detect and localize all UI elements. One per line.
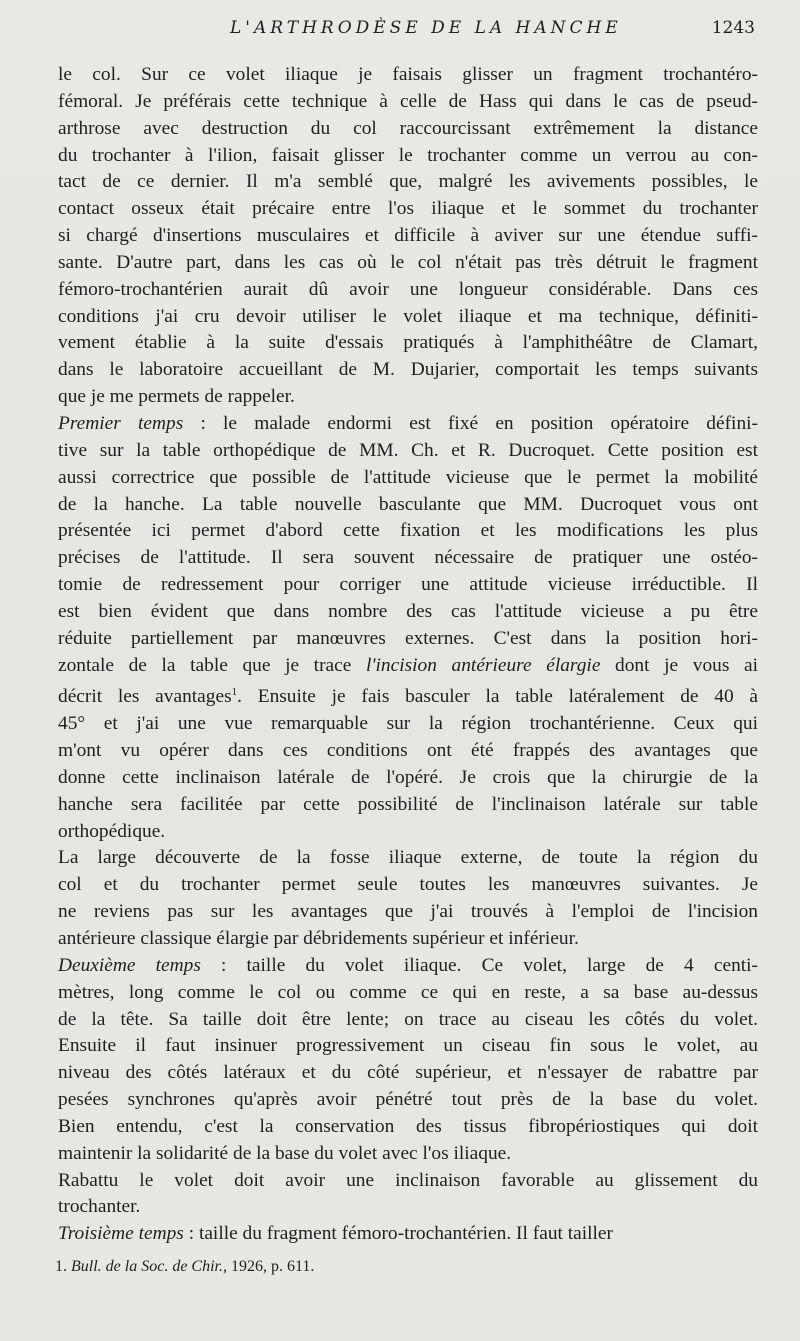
text-line — [58, 492, 758, 519]
text-line — [58, 1141, 758, 1168]
text-line — [58, 330, 758, 357]
text-line — [58, 765, 758, 792]
text-line — [58, 89, 758, 116]
line-text: Rabattu le volet doit avoir une inclinaison favorable au glissement du — [58, 1169, 758, 1191]
line-text: si chargé d'insertions musculaires et difficile à aviver sur une étendue suffi- — [58, 225, 758, 247]
line-text: mètres, long comme le col ou comme ce qui en reste, a sa base au-dessus — [58, 981, 758, 1003]
text-line — [58, 116, 758, 143]
text-line — [58, 572, 758, 599]
line-emphasis: Troisième temps — [58, 1223, 184, 1245]
line-text: Ensuite il faut insinuer progressivement un ciseau fin sous le volet, au — [58, 1035, 758, 1057]
text-line — [58, 1114, 758, 1141]
line-text: ne reviens pas sur les avantages que j'ai trouvés à l'emploi de l'incision — [58, 901, 758, 923]
page-number: 1243 — [711, 18, 755, 38]
text-line — [58, 545, 758, 572]
line-text: maintenir la solidarité de la base du volet avec l'os iliaque. — [58, 1142, 512, 1164]
text-line — [58, 304, 758, 331]
text-line — [58, 653, 758, 680]
text-line — [58, 518, 758, 545]
footnote-detail: , 1926, p. 611. — [222, 1258, 315, 1275]
line-text: 45° et j'ai une vue remarquable sur la région trochantérienne. Ceux qui — [58, 713, 758, 735]
line-text: contact osseux était précaire entre l'os iliaque et le sommet du trochanter — [58, 198, 758, 220]
line-text: niveau des côtés latéraux et du côté supérieur, et n'essayer de rabattre par — [58, 1062, 758, 1084]
line-text: : taille du volet iliaque. Ce volet, large de 4 centi- — [200, 954, 758, 976]
footnote — [55, 1258, 755, 1276]
line-text: est bien évident que dans nombre des cas l'attitude vicieuse a pu être — [58, 600, 758, 622]
text-line — [58, 872, 758, 899]
line-text: présentée ici permet d'abord cette fixation et les modifications les plus — [58, 520, 758, 542]
line-text: hanche sera facilitée par cette possibilité de l'inclinaison latérale sur table — [58, 793, 758, 815]
line-text: de la hanche. La table nouvelle basculante que MM. Ducroquet vous ont — [58, 493, 758, 515]
line-emphasis: Premier temps — [58, 412, 184, 434]
line-text: tact de ce dernier. Il m'a semblé que, malgré les avivements possibles, le — [58, 171, 758, 193]
footnote-source: Bull. de la Soc. de Chir. — [71, 1258, 223, 1275]
line-text: trochanter. — [58, 1196, 141, 1218]
line-text: que je me permets de rappeler. — [58, 386, 295, 408]
line-text: Bien entendu, c'est la conservation des tissus fibropériostiques qui doit — [58, 1115, 758, 1137]
line-text: orthopédique. — [58, 820, 166, 842]
text-line — [58, 143, 758, 170]
text-line — [58, 926, 758, 953]
running-title: L'ARTHRODÈSE DE LA HANCHE — [230, 18, 622, 38]
line-text: réduite partiellement par manœuvres externes. C'est dans la position hori- — [58, 627, 758, 649]
text-line — [58, 679, 758, 711]
line-text: donne cette inclinaison latérale de l'opéré. Je crois que la chirurgie de la — [58, 766, 758, 788]
text-line — [58, 953, 758, 980]
line-text: le col. Sur ce volet iliaque je faisais glisser un fragment trochantéro- — [58, 64, 758, 85]
text-line — [58, 819, 758, 846]
text-line — [58, 626, 758, 653]
footnote-marker: 1 — [231, 686, 238, 699]
line-text: col et du trochanter permet seule toutes les manœuvres suivantes. Je — [58, 874, 758, 896]
text-line — [58, 357, 758, 384]
line-text: : le malade endormi est fixé en position opératoire défini- — [183, 412, 758, 434]
line-text: tive sur la table orthopédique de MM. Ch. et R. Ducroquet. Cette position est — [58, 439, 758, 461]
line-text: fémoro-trochantérien aurait dû avoir une longueur considérable. Dans ces — [58, 278, 758, 300]
text-line — [58, 599, 758, 626]
line-text: : taille du fragment fémoro-trochantérien. Il faut tailler — [183, 1223, 613, 1245]
text-line — [58, 1007, 758, 1034]
text-line — [58, 1033, 758, 1060]
line-text: sante. D'autre part, dans les cas où le col n'était pas très détruit le fragment — [58, 251, 758, 273]
body-text — [58, 62, 758, 1248]
text-line — [58, 738, 758, 765]
line-text: antérieure classique élargie par débridements supérieur et inférieur. — [58, 928, 579, 949]
text-line — [58, 196, 758, 223]
line-text: du trochanter à l'ilion, faisait glisser le trochanter comme un verrou au con- — [58, 144, 758, 166]
text-line — [58, 1168, 758, 1195]
text-line — [58, 1221, 758, 1248]
text-line — [58, 411, 758, 438]
line-text: La large découverte de la fosse iliaque externe, de toute la région du — [58, 847, 758, 869]
line-prefix: zontale de la table que je trace — [58, 654, 366, 676]
line-text: fémoral. Je préférais cette technique à celle de Hass qui dans le cas de pseud- — [58, 90, 758, 112]
line-text: tomie de redressement pour corriger une attitude vicieuse irréductible. Il — [58, 574, 758, 596]
text-line — [58, 845, 758, 872]
text-line — [58, 711, 758, 738]
page-header — [0, 18, 800, 48]
line-emphasis: l'incision antérieure élargie — [365, 654, 601, 676]
line-text: vement établie à la suite d'essais pratiqués à l'amphithéâtre de Clamart, — [58, 332, 758, 354]
line-text: dont je vous ai — [600, 654, 759, 676]
text-line — [58, 465, 758, 492]
line-text: m'ont vu opérer dans ces conditions ont été frappés des avantages que — [58, 740, 758, 762]
text-line — [58, 899, 758, 926]
line-text: décrit les avantages — [58, 686, 232, 708]
line-text: pesées synchrones qu'après avoir pénétré tout près de la base du volet. — [58, 1089, 758, 1111]
text-line — [58, 384, 758, 411]
text-line — [58, 1060, 758, 1087]
line-text: de la tête. Sa taille doit être lente; on trace au ciseau les côtés du volet. — [58, 1008, 758, 1030]
text-line — [58, 792, 758, 819]
text-line — [58, 980, 758, 1007]
text-line — [58, 169, 758, 196]
text-line — [58, 277, 758, 304]
line-emphasis: Deuxième temps — [58, 954, 201, 976]
text-line — [58, 250, 758, 277]
line-suffix: . Ensuite je fais basculer la table latéralement de 40 à — [237, 686, 758, 708]
text-line — [58, 438, 758, 465]
line-text: précises de l'attitude. Il sera souvent nécessaire de pratiquer une ostéo- — [58, 547, 758, 569]
footnote-number: 1. — [55, 1258, 67, 1275]
text-line — [58, 1087, 758, 1114]
text-line — [58, 62, 758, 89]
line-text: arthrose avec destruction du col raccourcissant extrêmement la distance — [58, 117, 758, 139]
line-text: conditions j'ai cru devoir utiliser le volet iliaque et ma technique, définiti- — [58, 305, 758, 327]
line-text: dans le laboratoire accueillant de M. Dujarier, comportait les temps suivants — [58, 359, 758, 381]
text-line — [58, 1194, 758, 1221]
text-line — [58, 223, 758, 250]
line-text: aussi correctrice que possible de l'attitude vicieuse que le permet la mobilité — [58, 466, 758, 488]
